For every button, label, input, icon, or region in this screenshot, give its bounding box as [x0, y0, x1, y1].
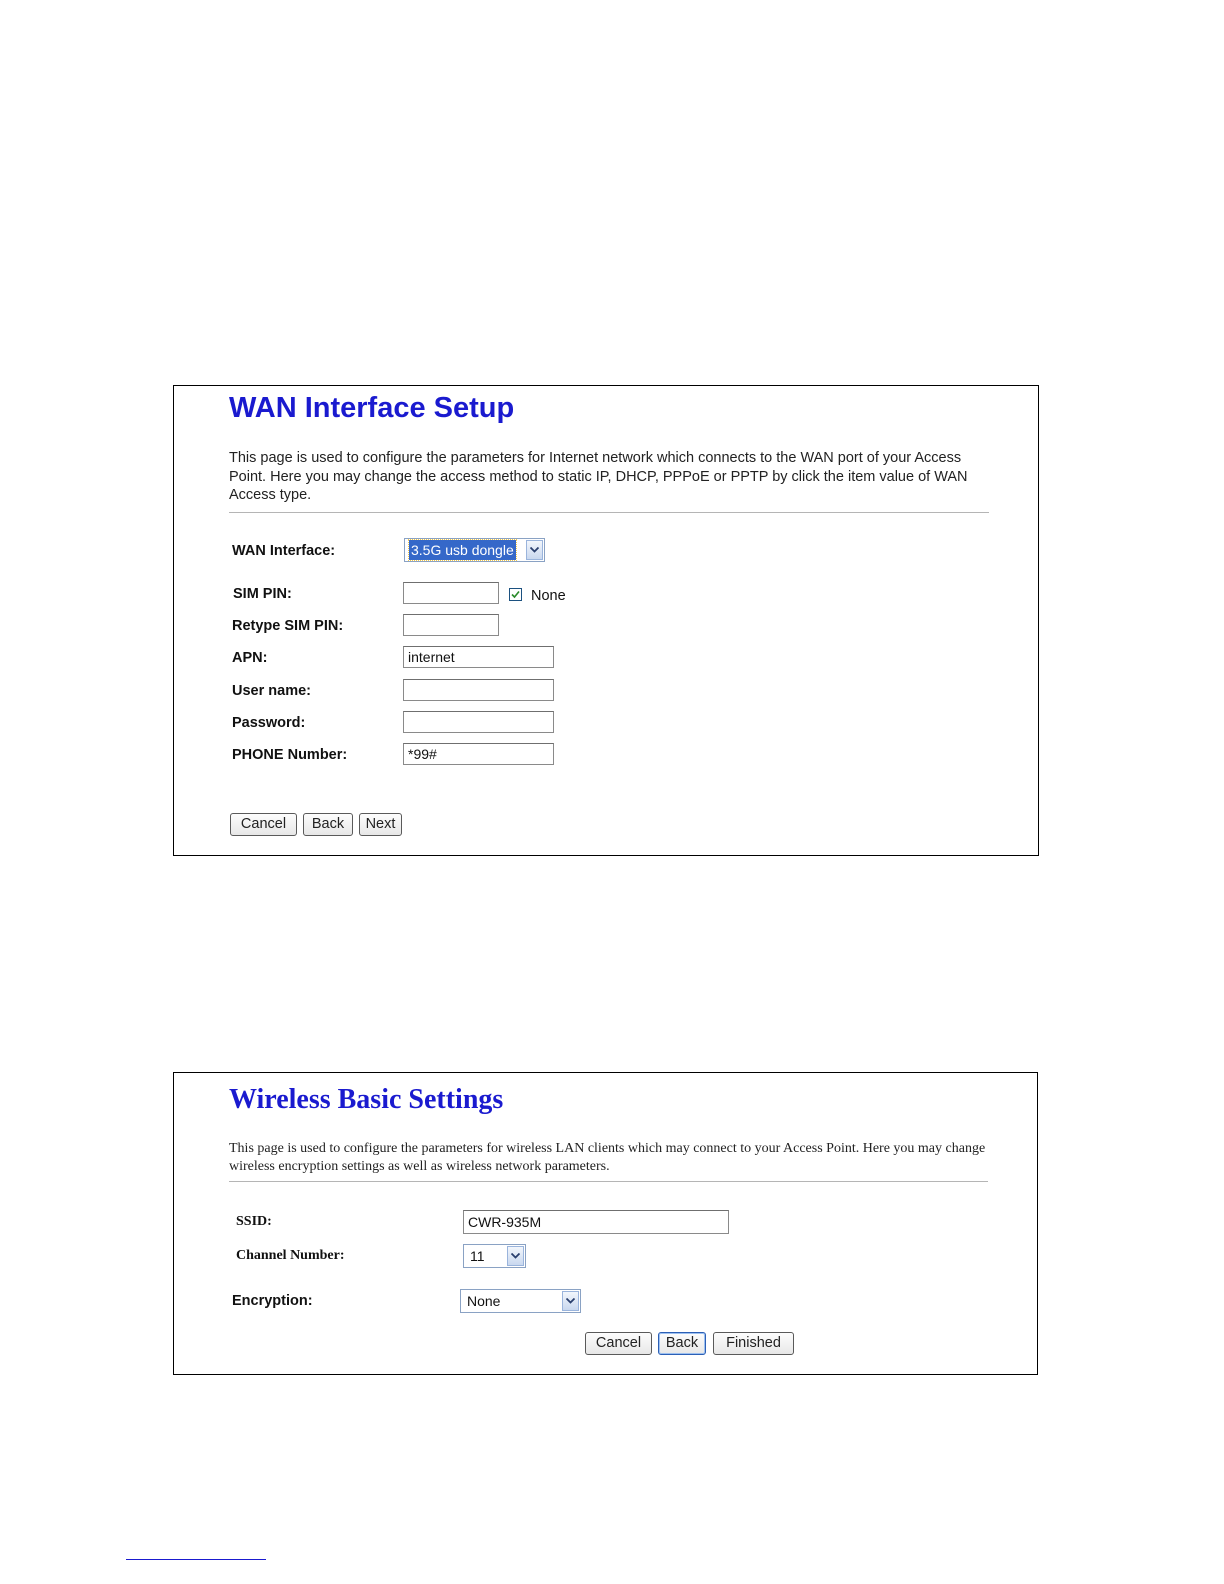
encryption-value: None	[467, 1293, 501, 1309]
footnote-rule	[126, 1559, 266, 1560]
user-name-input[interactable]	[403, 679, 554, 701]
sim-pin-input[interactable]	[403, 582, 499, 604]
channel-number-select[interactable]	[463, 1244, 526, 1268]
chevron-down-icon[interactable]	[526, 540, 543, 560]
divider	[229, 1181, 988, 1182]
user-name-label: User name:	[232, 683, 311, 699]
finished-button[interactable]: Finished	[713, 1332, 794, 1355]
back-button[interactable]: Back	[658, 1332, 706, 1355]
phone-number-label: PHONE Number:	[232, 747, 348, 763]
page-title: Wireless Basic Settings	[229, 1084, 504, 1115]
apn-input[interactable]	[403, 646, 554, 668]
cancel-button[interactable]: Cancel	[585, 1332, 652, 1355]
password-input[interactable]	[403, 711, 554, 733]
retype-sim-pin-label: Retype SIM PIN:	[232, 618, 344, 634]
wireless-basic-settings-panel	[173, 1072, 1038, 1375]
back-button[interactable]: Back	[303, 813, 353, 836]
encryption-label: Encryption:	[232, 1293, 313, 1309]
wan-interface-setup-panel	[173, 385, 1039, 856]
sim-pin-none-label: None	[531, 588, 566, 604]
next-button[interactable]: Next	[359, 813, 402, 836]
chevron-down-icon[interactable]	[507, 1246, 524, 1266]
ssid-label: SSID:	[236, 1214, 272, 1229]
sim-pin-none-checkbox[interactable]	[509, 588, 522, 601]
password-label: Password:	[232, 715, 306, 731]
encryption-select[interactable]	[460, 1289, 581, 1313]
retype-sim-pin-input[interactable]	[403, 614, 499, 636]
cancel-button[interactable]: Cancel	[230, 813, 297, 836]
sim-pin-label: SIM PIN:	[233, 586, 292, 602]
wan-interface-label: WAN Interface:	[232, 543, 336, 559]
page-description: This page is used to configure the parameters for Internet network which connects to the WAN port of your Access Point. Here you may change the access method to static IP, DHCP, PPPoE or PPTP by click the item value of WAN Access type.	[229, 450, 968, 503]
channel-number-value: 11	[470, 1248, 485, 1264]
divider	[229, 512, 989, 513]
phone-number-input[interactable]	[403, 743, 554, 765]
checkmark-icon	[511, 590, 520, 599]
ssid-input[interactable]	[463, 1210, 729, 1234]
apn-label: APN:	[232, 650, 268, 666]
channel-number-label: Channel Number:	[236, 1248, 345, 1263]
page-description: This page is used to configure the parameters for wireless LAN clients which may connect to your Access Point. Here you may change wireless encryption settings as well as wireless network parameters.	[229, 1141, 986, 1174]
wan-interface-value: 3.5G usb dongle	[411, 542, 514, 558]
wan-interface-select[interactable]	[404, 538, 545, 562]
page-title: WAN Interface Setup	[229, 392, 515, 424]
chevron-down-icon[interactable]	[562, 1291, 579, 1311]
